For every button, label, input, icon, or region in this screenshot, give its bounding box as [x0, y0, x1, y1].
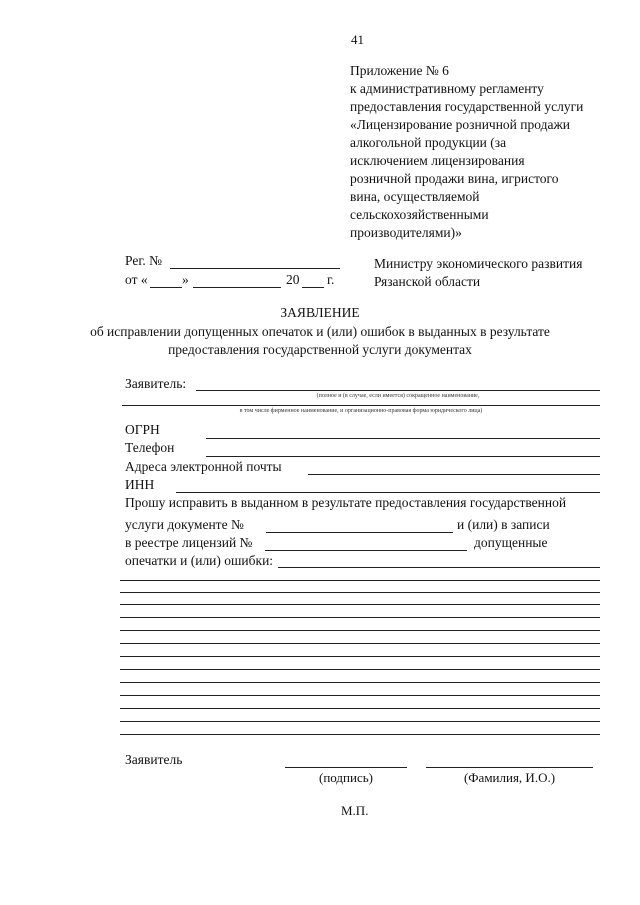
email-field[interactable]: [308, 474, 600, 475]
applicant-name-line[interactable]: [196, 390, 600, 391]
appendix-line: предоставления государственной услуги: [350, 99, 584, 114]
errors-field-first[interactable]: [278, 567, 600, 568]
document-title: ЗАЯВЛЕНИЕ: [280, 305, 360, 320]
date-mid: »: [182, 272, 189, 287]
inn-field[interactable]: [176, 492, 600, 493]
request-errors-label: допущенные: [474, 535, 548, 550]
request-registry-label: в реестре лицензий №: [125, 535, 253, 550]
date-month-line[interactable]: [193, 287, 281, 288]
document-number-field[interactable]: [266, 532, 453, 533]
appendix-line: «Лицензирование розничной продажи: [350, 117, 571, 132]
errors-line[interactable]: [120, 656, 600, 657]
appendix-line: розничной продажи вина, игристого: [350, 171, 559, 186]
inn-label: ИНН: [125, 477, 155, 492]
appendix-line: исключением лицензирования: [350, 153, 525, 168]
appendix-line: вина, осуществляемой: [350, 189, 480, 204]
signature-field[interactable]: [285, 767, 407, 768]
request-record-label: и (или) в записи: [457, 517, 550, 532]
year-prefix: 20: [286, 272, 300, 287]
appendix-line: сельскохозяйственными: [350, 207, 489, 222]
stamp-label: М.П.: [341, 803, 369, 818]
page-number: 41: [351, 32, 364, 47]
errors-line[interactable]: [120, 580, 600, 581]
errors-line[interactable]: [120, 592, 600, 593]
document-subtitle-line1: об исправлении допущенных опечаток и (или) ошибок в выданных в результате: [90, 324, 550, 339]
request-errors-text: опечатки и (или) ошибки:: [125, 553, 274, 568]
appendix-line: к административному регламенту: [350, 81, 544, 96]
phone-field[interactable]: [206, 456, 600, 457]
email-label: Адреса электронной почты: [125, 459, 282, 474]
appendix-line: алкогольной продукции (за: [350, 135, 507, 150]
phone-label: Телефон: [125, 440, 175, 455]
appendix-line: производителями)»: [350, 225, 462, 240]
errors-line[interactable]: [120, 708, 600, 709]
errors-line[interactable]: [120, 630, 600, 631]
request-line1: Прошу исправить в выданном в результате предоставления государственной: [125, 495, 567, 510]
addressee-line1: Министру экономического развития: [374, 256, 583, 271]
applicant-name-line2[interactable]: [122, 405, 600, 406]
addressee-line2: Рязанской области: [374, 274, 481, 289]
date-prefix: от «: [125, 272, 148, 287]
applicant-caption2: в том числе фирменное наименование, и организационно-правовая форма юридического лица): [239, 408, 483, 414]
year-suffix: г.: [327, 272, 335, 287]
signature-label: Заявитель: [125, 752, 183, 767]
appendix-line: Приложение № 6: [350, 63, 449, 78]
errors-line[interactable]: [120, 617, 600, 618]
fullname-field[interactable]: [426, 767, 593, 768]
fullname-caption: (Фамилия, И.О.): [463, 770, 556, 785]
applicant-label: Заявитель:: [125, 376, 187, 391]
document-subtitle-line2: предоставления государственной услуги документах: [168, 342, 472, 357]
errors-line[interactable]: [120, 604, 600, 605]
errors-line[interactable]: [120, 682, 600, 683]
errors-line[interactable]: [120, 734, 600, 735]
request-doc-label: услуги документе №: [125, 517, 244, 532]
errors-line[interactable]: [120, 695, 600, 696]
signature-caption: (подпись): [319, 770, 373, 785]
date-year-line[interactable]: [302, 287, 324, 288]
reg-number-line[interactable]: [170, 268, 340, 269]
reg-label: Рег. №: [125, 253, 162, 268]
ogrn-field[interactable]: [206, 438, 600, 439]
registry-number-field[interactable]: [265, 550, 467, 551]
errors-line[interactable]: [120, 669, 600, 670]
applicant-caption1: (полное и (в случае, если имеется) сокращенное наименование,: [316, 393, 480, 399]
errors-line[interactable]: [120, 643, 600, 644]
date-day-line[interactable]: [150, 287, 182, 288]
ogrn-label: ОГРН: [125, 422, 160, 437]
errors-line[interactable]: [120, 721, 600, 722]
